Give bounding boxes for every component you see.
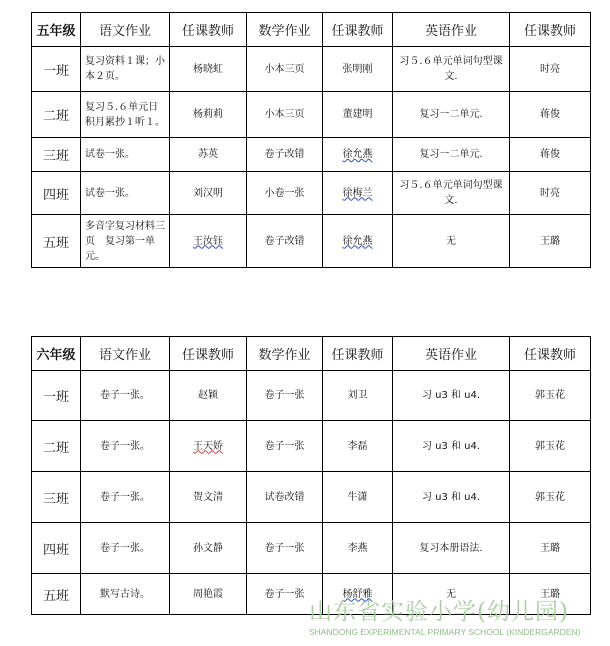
chinese-homework: 卷子一张。 (81, 421, 170, 472)
header-math-homework: 数学作业 (247, 337, 323, 371)
chinese-homework: 卷子一张。 (81, 472, 170, 523)
table-row (32, 47, 591, 92)
math-teacher (323, 172, 393, 215)
chinese-teacher: 赵颖 (170, 371, 247, 421)
table-row (32, 371, 591, 421)
chinese-homework: 默写古诗。 (81, 574, 170, 615)
class-name: 二班 (32, 92, 81, 138)
table-header-row (32, 337, 591, 371)
table-row (32, 472, 591, 523)
math-homework: 小本三页 (247, 92, 323, 138)
english-homework: 复习一二单元. (393, 138, 510, 172)
math-teacher: 李磊 (323, 421, 393, 472)
header-teacher: 任课教师 (510, 13, 591, 47)
table-row (32, 421, 591, 472)
class-name: 一班 (32, 47, 81, 92)
class-name: 五班 (32, 215, 81, 268)
grade-label: 六年级 (32, 337, 81, 371)
chinese-teacher: 杨莉莉 (170, 92, 247, 138)
chinese-homework: 多音字复习材料三页 复习第一单元。 (81, 215, 170, 268)
math-teacher: 刘卫 (323, 371, 393, 421)
chinese-homework: 卷子一张。 (81, 371, 170, 421)
table-row (32, 138, 591, 172)
table-row (32, 215, 591, 268)
chinese-homework: 试卷一张。 (81, 138, 170, 172)
watermark-chinese-name: 山东省实验小学(幼儿园) (309, 599, 569, 625)
table-row (32, 92, 591, 138)
header-chinese-homework: 语文作业 (81, 337, 170, 371)
grade6-homework-table (31, 336, 591, 615)
header-chinese-homework: 语文作业 (81, 13, 170, 47)
english-teacher: 郭玉花 (510, 371, 591, 421)
english-homework: 习 u3 和 u4. (393, 371, 510, 421)
chinese-teacher: 苏英 (170, 138, 247, 172)
watermark-english-name: SHANDONG EXPERIMENTAL PRIMARY SCHOOL (KINDERGARDEN) (309, 627, 581, 637)
header-english-homework: 英语作业 (393, 13, 510, 47)
teacher-name: 王汝钰 (193, 235, 223, 247)
english-teacher: 郭玉花 (510, 421, 591, 472)
school-watermark (309, 593, 609, 637)
class-name: 四班 (32, 523, 81, 574)
table-row (32, 523, 591, 574)
header-teacher: 任课教师 (510, 337, 591, 371)
class-name: 三班 (32, 138, 81, 172)
english-homework: 习５.６单元单词句型课文. (393, 172, 510, 215)
math-homework: 卷子改错 (247, 138, 323, 172)
chinese-teacher: 杨晓虹 (170, 47, 247, 92)
english-teacher: 时亮 (510, 47, 591, 92)
class-name: 四班 (32, 172, 81, 215)
class-name: 一班 (32, 371, 81, 421)
english-teacher: 蒋俊 (510, 138, 591, 172)
english-homework: 习 u3 和 u4. (393, 421, 510, 472)
math-teacher: 李燕 (323, 523, 393, 574)
math-homework: 卷子一张 (247, 574, 323, 615)
chinese-homework: 复习资料１课；小本２页。 (81, 47, 170, 92)
chinese-homework: 试卷一张。 (81, 172, 170, 215)
teacher-name: 徐允燕 (342, 235, 373, 247)
class-name: 三班 (32, 472, 81, 523)
chinese-homework: 复习５.６单元日积月累抄１听１。 (81, 92, 170, 138)
header-teacher: 任课教师 (323, 13, 393, 47)
teacher-name: 王天娇 (193, 440, 223, 452)
grade5-homework-table (31, 12, 591, 268)
table-row (32, 172, 591, 215)
math-homework: 卷子改错 (247, 215, 323, 268)
table-header-row (32, 13, 591, 47)
math-homework: 卷子一张 (247, 421, 323, 472)
header-math-homework: 数学作业 (247, 13, 323, 47)
header-teacher: 任课教师 (323, 337, 393, 371)
class-name: 五班 (32, 574, 81, 615)
teacher-name: 徐梅兰 (342, 187, 373, 199)
english-homework: 复习本册语法. (393, 523, 510, 574)
english-teacher: 王璐 (510, 523, 591, 574)
header-teacher: 任课教师 (170, 13, 247, 47)
teacher-name: 杨舒雅 (342, 588, 373, 600)
english-teacher: 时亮 (510, 172, 591, 215)
math-homework: 卷子一张 (247, 371, 323, 421)
english-homework: 复习一二单元. (393, 92, 510, 138)
english-teacher: 蒋俊 (510, 92, 591, 138)
math-teacher: 董建明 (323, 92, 393, 138)
english-homework: 习５.６单元单词句型课文. (393, 47, 510, 92)
english-homework: 无 (393, 215, 510, 268)
chinese-homework: 卷子一张。 (81, 523, 170, 574)
math-teacher: 牛潇 (323, 472, 393, 523)
english-teacher: 郭玉花 (510, 472, 591, 523)
chinese-teacher: 刘汉明 (170, 172, 247, 215)
grade-label: 五年级 (32, 13, 81, 47)
math-homework: 小本三页 (247, 47, 323, 92)
math-teacher: 张明刚 (323, 47, 393, 92)
chinese-teacher (170, 421, 247, 472)
teacher-name: 徐允燕 (342, 149, 373, 160)
chinese-teacher: 周艳霞 (170, 574, 247, 615)
english-teacher: 王璐 (510, 574, 591, 615)
math-homework: 小卷一张 (247, 172, 323, 215)
header-teacher: 任课教师 (170, 337, 247, 371)
header-english-homework: 英语作业 (393, 337, 510, 371)
math-teacher (323, 215, 393, 268)
math-teacher (323, 138, 393, 172)
chinese-teacher: 孙文静 (170, 523, 247, 574)
chinese-teacher (170, 215, 247, 268)
english-homework: 习 u3 和 u4. (393, 472, 510, 523)
math-homework: 试卷改错 (247, 472, 323, 523)
english-teacher: 王璐 (510, 215, 591, 268)
english-homework: 无 (393, 574, 510, 615)
class-name: 二班 (32, 421, 81, 472)
math-homework: 卷子一张 (247, 523, 323, 574)
chinese-teacher: 贺文清 (170, 472, 247, 523)
